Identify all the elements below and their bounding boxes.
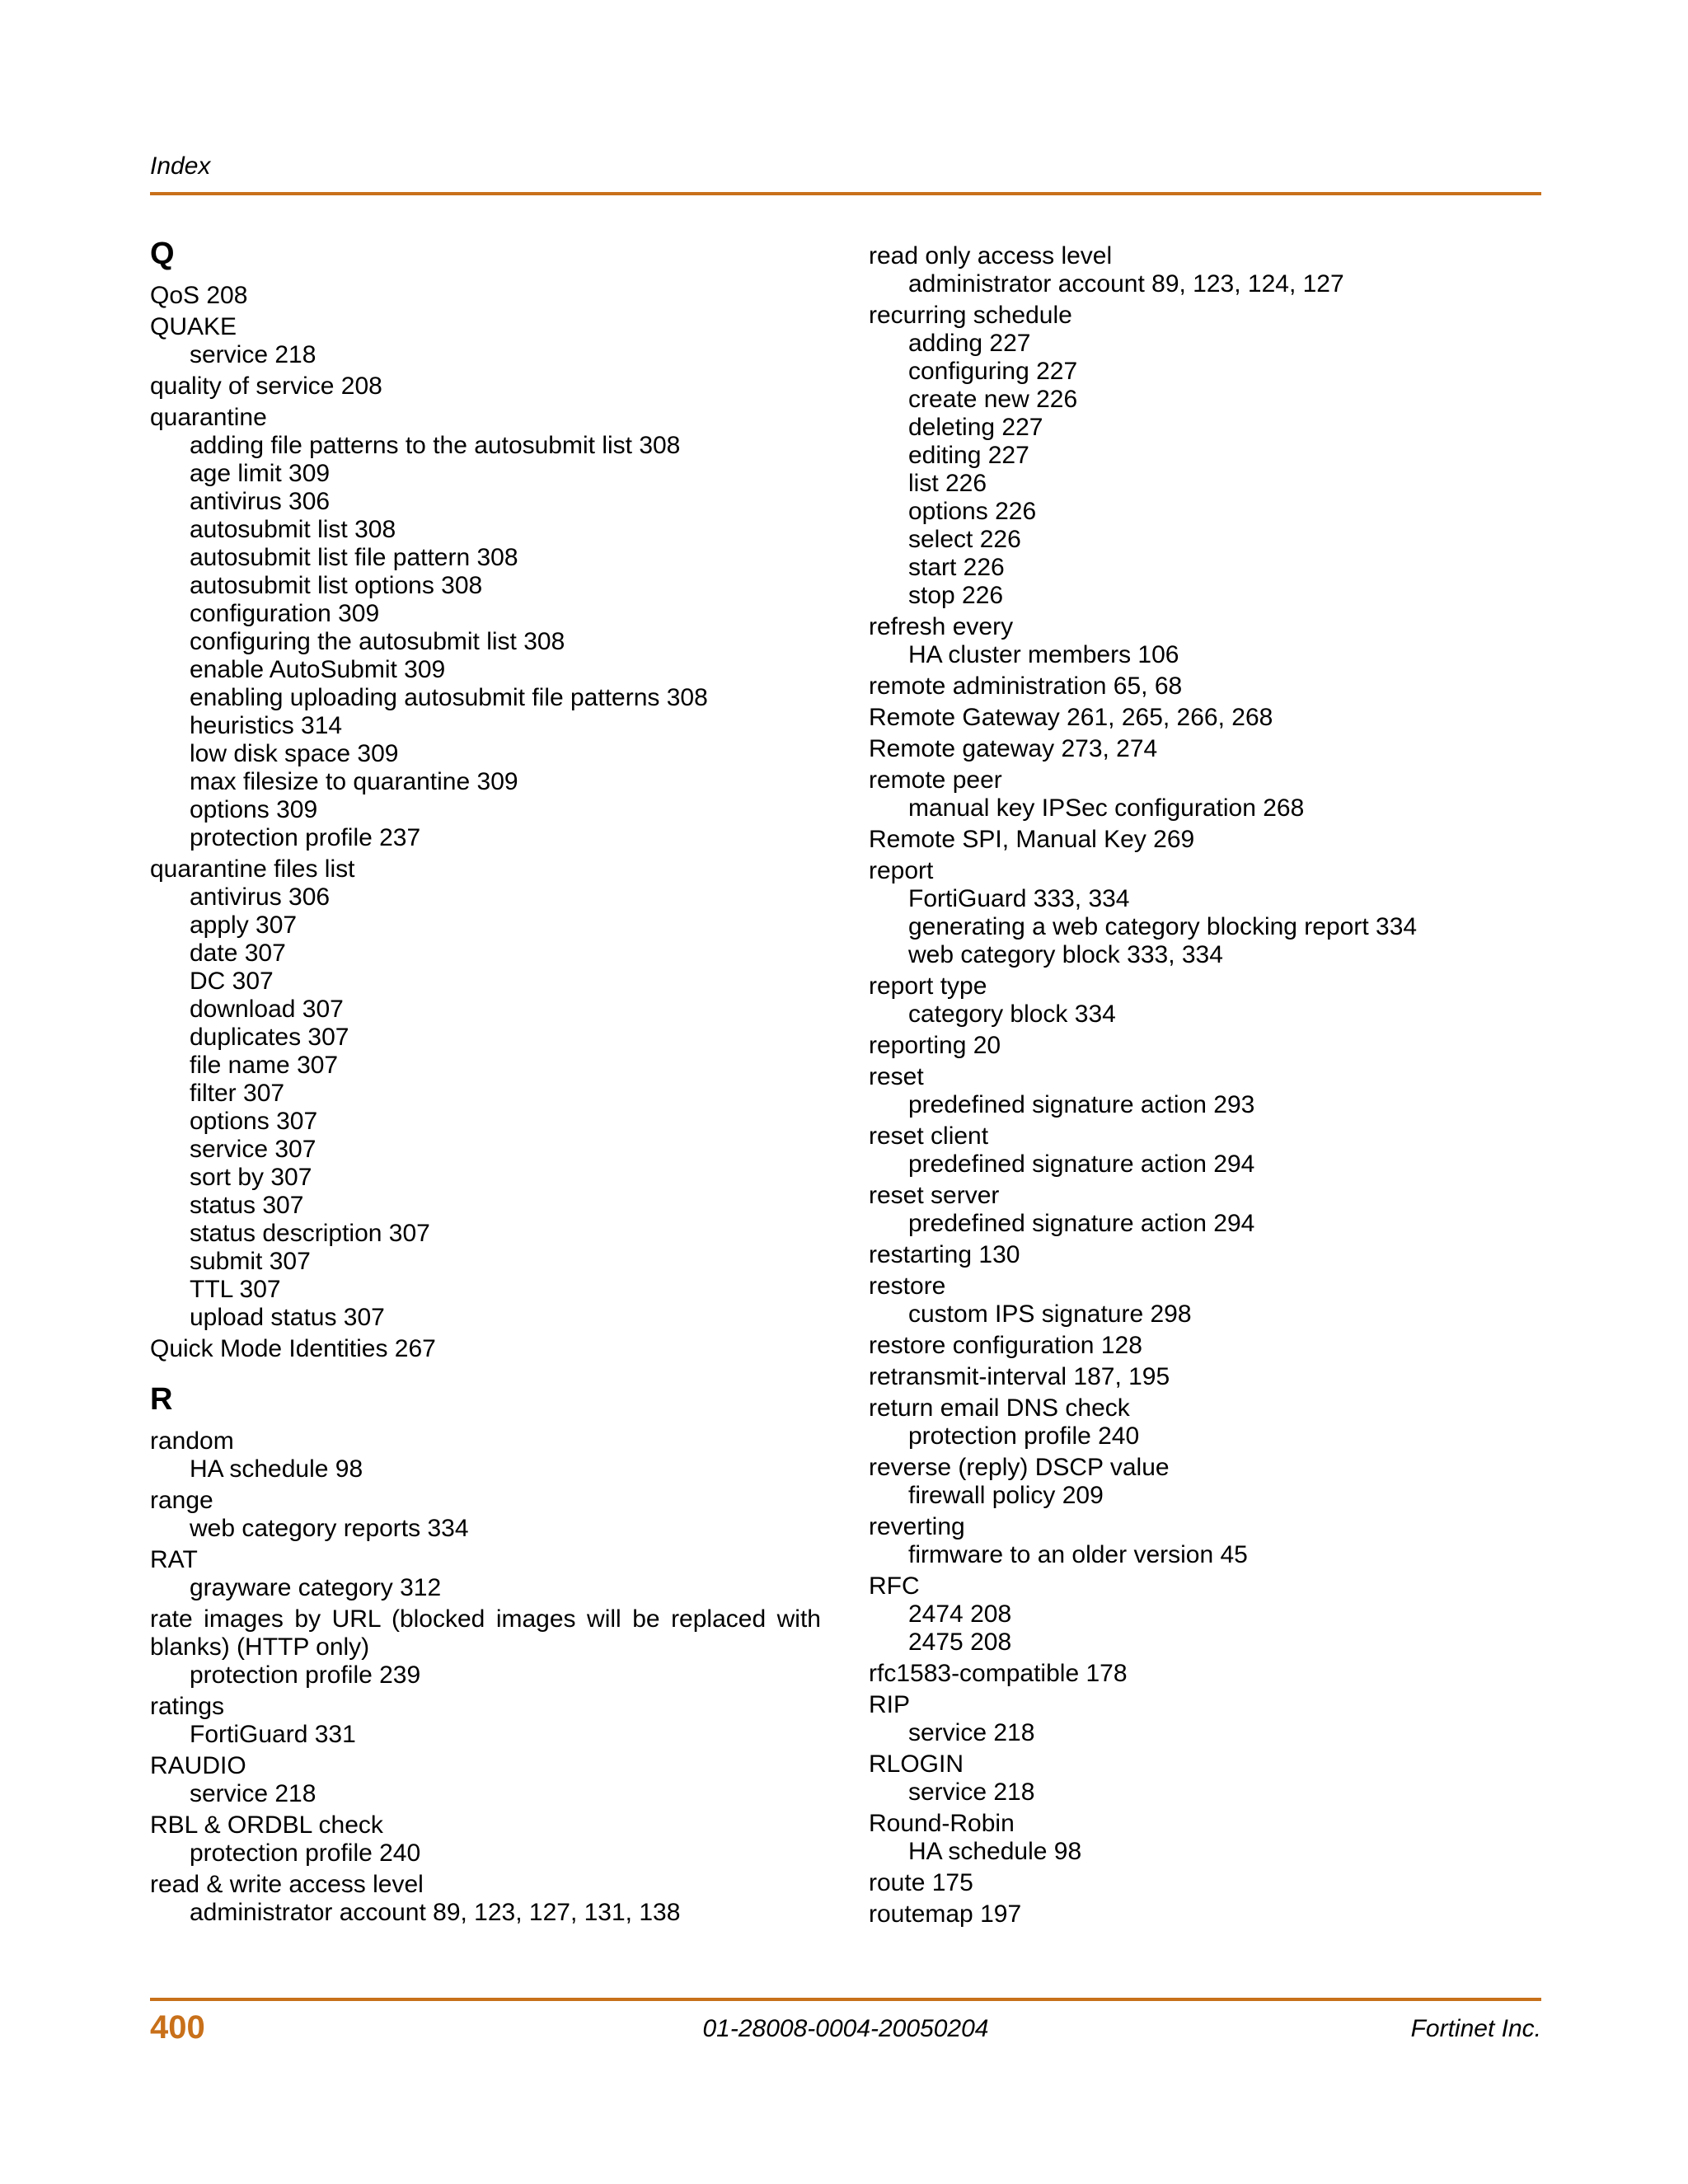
index-entry xyxy=(869,673,1541,701)
index-subentry: FortiGuard 333, 334 xyxy=(908,885,1130,912)
index-entry xyxy=(869,1869,1541,1897)
index-entry xyxy=(150,1427,821,1483)
index-term: Remote SPI, Manual Key 269 xyxy=(869,826,1195,853)
index-term: QUAKE xyxy=(150,313,237,340)
index-subentry: HA cluster members 106 xyxy=(908,641,1179,668)
index-entry xyxy=(869,1394,1541,1451)
index-subentry: service 218 xyxy=(190,1780,316,1807)
index-column-right xyxy=(869,242,1541,1932)
index-subentry: upload status 307 xyxy=(190,1304,385,1331)
index-subentry: protection profile 239 xyxy=(190,1661,421,1689)
index-term: range xyxy=(150,1487,213,1514)
index-term: report type xyxy=(869,972,987,1000)
index-term: remote administration 65, 68 xyxy=(869,673,1183,700)
index-subentry: file name 307 xyxy=(190,1052,339,1079)
index-term: recurring schedule xyxy=(869,302,1072,329)
index-term: remote peer xyxy=(869,766,1002,794)
index-entry xyxy=(869,242,1541,298)
index-subentry: generating a web category blocking report 334 xyxy=(908,913,1418,940)
index-entry xyxy=(869,1363,1541,1391)
index-term: QoS 208 xyxy=(150,282,248,309)
index-subentry: enable AutoSubmit 309 xyxy=(190,656,446,683)
index-entry xyxy=(869,1513,1541,1569)
index-term: rate images by URL (blocked images will be replaced with blanks) (HTTP only) xyxy=(150,1605,821,1661)
index-subentry: HA schedule 98 xyxy=(908,1838,1082,1865)
index-subentry: heuristics 314 xyxy=(190,712,343,739)
index-term: RAUDIO xyxy=(150,1752,246,1779)
index-entry xyxy=(869,613,1541,669)
index-subentry: 2475 208 xyxy=(908,1629,1012,1656)
index-subentry: download 307 xyxy=(190,996,344,1023)
index-term: random xyxy=(150,1427,234,1455)
index-entry xyxy=(869,1691,1541,1747)
section-letter: Q xyxy=(150,237,175,271)
index-term: RBL & ORDBL check xyxy=(150,1811,383,1839)
index-term: read & write access level xyxy=(150,1871,424,1898)
page-footer xyxy=(150,2008,1541,2047)
index-term: ratings xyxy=(150,1693,225,1720)
index-subentry: DC 307 xyxy=(190,968,274,995)
index-subentry: low disk space 309 xyxy=(190,740,399,767)
index-subentry: category block 334 xyxy=(908,1001,1116,1028)
index-subentry: age limit 309 xyxy=(190,460,331,487)
index-term: reporting 20 xyxy=(869,1032,1001,1059)
index-term: RIP xyxy=(869,1691,911,1718)
index-subentry: apply 307 xyxy=(190,912,298,939)
index-term: read only access level xyxy=(869,242,1113,269)
index-subentry: protection profile 240 xyxy=(190,1840,421,1867)
index-subentry: custom IPS signature 298 xyxy=(908,1301,1192,1328)
index-subentry: select 226 xyxy=(908,526,1021,553)
index-term: return email DNS check xyxy=(869,1394,1130,1422)
index-term: report xyxy=(869,857,934,884)
index-term: Round-Robin xyxy=(869,1810,1015,1837)
index-subentry: autosubmit list file pattern 308 xyxy=(190,544,518,571)
index-subentry: antivirus 306 xyxy=(190,883,331,911)
index-entry xyxy=(869,1750,1541,1807)
index-entry xyxy=(869,704,1541,732)
index-term: retransmit-interval 187, 195 xyxy=(869,1363,1170,1390)
index-entry xyxy=(150,313,821,369)
index-subentry: max filesize to quarantine 309 xyxy=(190,768,518,795)
index-entry xyxy=(150,1335,821,1363)
index-subentry: web category block 333, 334 xyxy=(908,941,1223,968)
company-name: Fortinet Inc. xyxy=(1410,2015,1541,2042)
index-subentry: adding 227 xyxy=(908,330,1031,357)
index-subentry: enabling uploading autosubmit file patterns 308 xyxy=(190,684,708,711)
index-subentry: TTL 307 xyxy=(190,1276,281,1303)
index-subentry: configuring the autosubmit list 308 xyxy=(190,628,565,655)
index-term: refresh every xyxy=(869,613,1014,640)
index-subentry: deleting 227 xyxy=(908,414,1043,441)
header-rule xyxy=(150,192,1541,195)
page-number: 400 xyxy=(150,2009,205,2046)
index-term: route 175 xyxy=(869,1869,973,1896)
index-subentry: HA schedule 98 xyxy=(190,1455,363,1483)
running-head: Index xyxy=(150,152,211,180)
index-entry xyxy=(150,855,821,1332)
index-subentry: service 307 xyxy=(190,1136,316,1163)
index-subentry: status 307 xyxy=(190,1192,304,1219)
index-subentry: editing 227 xyxy=(908,442,1029,469)
index-subentry: FortiGuard 331 xyxy=(190,1721,356,1748)
index-term: restore xyxy=(869,1272,946,1300)
index-subentry: firewall policy 209 xyxy=(908,1482,1104,1509)
index-term: Remote Gateway 261, 265, 266, 268 xyxy=(869,704,1273,731)
index-subentry: configuring 227 xyxy=(908,358,1078,385)
index-entry xyxy=(150,1693,821,1749)
index-entry xyxy=(869,1272,1541,1329)
index-term: restore configuration 128 xyxy=(869,1332,1142,1359)
index-subentry: stop 226 xyxy=(908,582,1004,609)
index-entry xyxy=(869,1063,1541,1119)
document-id: 01-28008-0004-20050204 xyxy=(702,2015,989,2042)
index-term: reset xyxy=(869,1063,924,1090)
index-entry xyxy=(150,1871,821,1927)
index-entry xyxy=(869,1182,1541,1238)
index-entry xyxy=(869,1032,1541,1060)
index-entry xyxy=(869,1900,1541,1929)
index-subentry: configuration 309 xyxy=(190,600,380,627)
index-term: reverse (reply) DSCP value xyxy=(869,1454,1170,1481)
index-subentry: filter 307 xyxy=(190,1080,285,1107)
index-subentry: service 218 xyxy=(908,1779,1035,1806)
index-entry xyxy=(150,1605,821,1690)
index-subentry: autosubmit list options 308 xyxy=(190,572,483,599)
index-term: quarantine xyxy=(150,404,267,431)
index-term: RLOGIN xyxy=(869,1750,964,1778)
index-subentry: duplicates 307 xyxy=(190,1024,349,1051)
index-entry xyxy=(869,972,1541,1029)
index-subentry: predefined signature action 293 xyxy=(908,1091,1255,1118)
index-term: rfc1583-compatible 178 xyxy=(869,1660,1128,1687)
index-entry xyxy=(869,1572,1541,1657)
index-term: reset client xyxy=(869,1122,989,1150)
index-entry xyxy=(869,1122,1541,1179)
index-term: Remote gateway 273, 274 xyxy=(869,735,1158,762)
index-term: quality of service 208 xyxy=(150,373,382,400)
index-subentry: administrator account 89, 123, 124, 127 xyxy=(908,270,1344,298)
index-subentry: administrator account 89, 123, 127, 131, 138 xyxy=(190,1899,681,1926)
index-subentry: manual key IPSec configuration 268 xyxy=(908,794,1305,822)
index-column-left xyxy=(150,236,821,1930)
index-term: restarting 130 xyxy=(869,1241,1020,1268)
index-term: reverting xyxy=(869,1513,965,1540)
index-subentry: autosubmit list 308 xyxy=(190,516,396,543)
index-entry xyxy=(150,1546,821,1602)
index-entry xyxy=(869,826,1541,854)
index-entry xyxy=(150,1487,821,1543)
index-subentry: start 226 xyxy=(908,554,1005,581)
index-subentry: predefined signature action 294 xyxy=(908,1151,1255,1178)
index-subentry: list 226 xyxy=(908,470,987,497)
index-term: RAT xyxy=(150,1546,198,1573)
index-entry xyxy=(869,302,1541,610)
index-entry xyxy=(150,1811,821,1868)
index-subentry: submit 307 xyxy=(190,1248,311,1275)
index-entry xyxy=(869,735,1541,763)
index-subentry: service 218 xyxy=(908,1719,1035,1746)
index-subentry: create new 226 xyxy=(908,386,1078,413)
index-entry xyxy=(869,1660,1541,1688)
index-entry xyxy=(869,1332,1541,1360)
index-subentry: options 307 xyxy=(190,1108,318,1135)
index-entry xyxy=(869,1454,1541,1510)
footer-rule xyxy=(150,1998,1541,2001)
index-subentry: service 218 xyxy=(190,341,316,368)
index-subentry: predefined signature action 294 xyxy=(908,1210,1255,1237)
index-entry xyxy=(869,766,1541,823)
index-subentry: 2474 208 xyxy=(908,1601,1012,1628)
index-subentry: options 226 xyxy=(908,498,1037,525)
index-entry xyxy=(150,404,821,852)
index-term: routemap 197 xyxy=(869,1900,1022,1928)
index-entry xyxy=(869,857,1541,969)
index-term: quarantine files list xyxy=(150,855,355,883)
index-entry xyxy=(150,373,821,401)
index-subentry: options 309 xyxy=(190,796,318,823)
index-subentry: adding file patterns to the autosubmit list 308 xyxy=(190,432,681,459)
index-subentry: date 307 xyxy=(190,940,286,967)
section-letter: R xyxy=(150,1382,173,1417)
index-subentry: antivirus 306 xyxy=(190,488,331,515)
index-subentry: web category reports 334 xyxy=(190,1515,469,1542)
index-subentry: protection profile 240 xyxy=(908,1422,1140,1450)
index-subentry: sort by 307 xyxy=(190,1164,312,1191)
index-subentry: status description 307 xyxy=(190,1220,430,1247)
index-entry xyxy=(150,282,821,310)
index-entry xyxy=(869,1810,1541,1866)
index-subentry: protection profile 237 xyxy=(190,824,421,851)
index-subentry: firmware to an older version 45 xyxy=(908,1541,1248,1568)
index-entry xyxy=(150,1752,821,1808)
index-entry xyxy=(869,1241,1541,1269)
index-term: reset server xyxy=(869,1182,1000,1209)
index-term: Quick Mode Identities 267 xyxy=(150,1335,436,1362)
index-term: RFC xyxy=(869,1572,920,1600)
index-subentry: grayware category 312 xyxy=(190,1574,442,1601)
